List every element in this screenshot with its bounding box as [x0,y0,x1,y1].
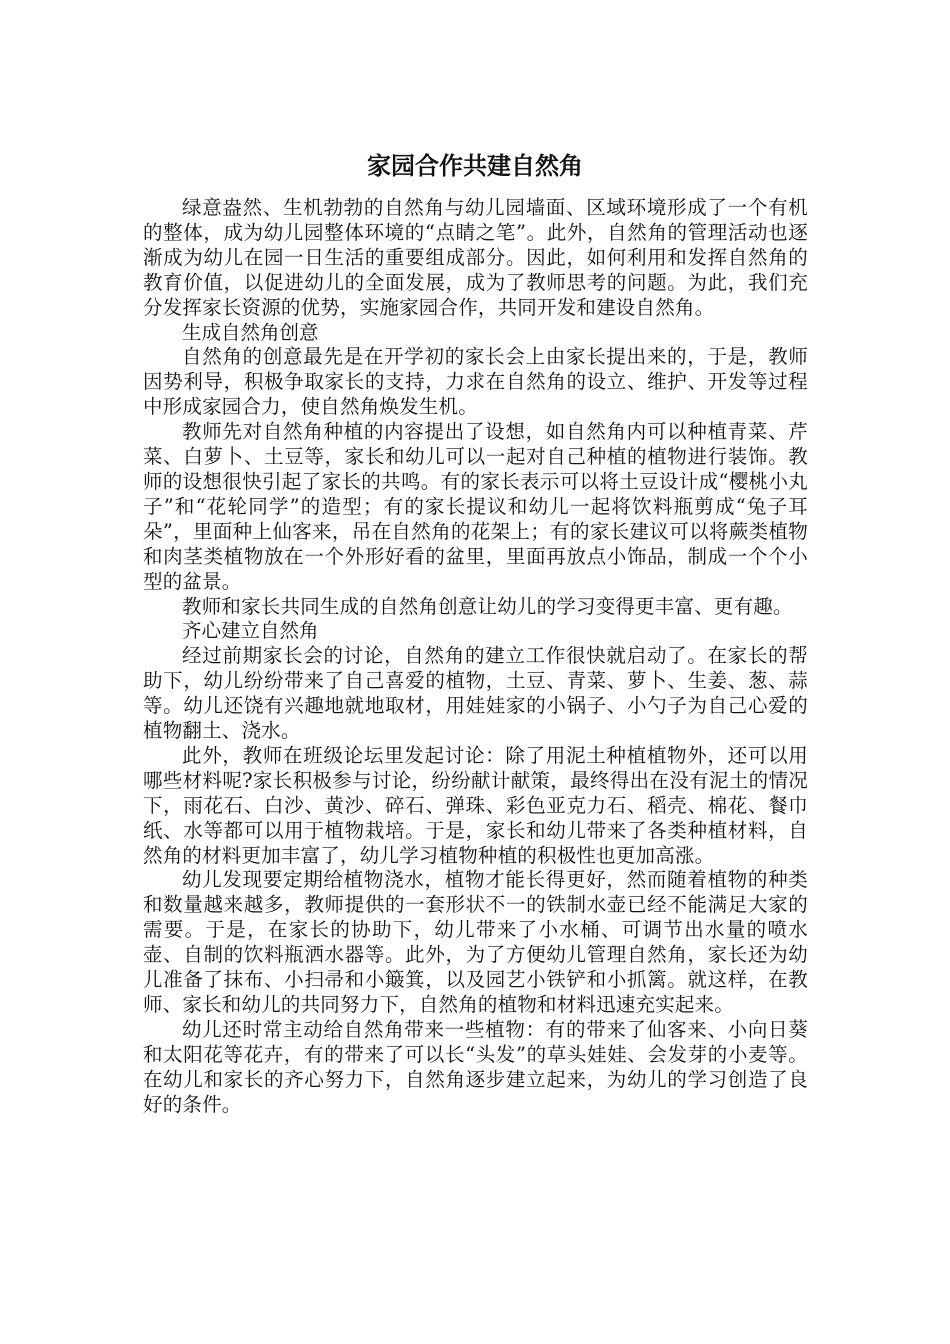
paragraph: 幼儿还时常主动给自然角带来一些植物：有的带来了仙客来、小向日葵和太阳花等花卉，有的带来了可以长“头发”的草头娃娃、会发芽的小麦等。在幼儿和家长的齐心努力下，自然角逐步建立起来，为幼儿的学习创造了良好的条件。 [143,1017,808,1116]
section-heading-build: 齐心建立自然角 [182,619,319,643]
paragraph-intro: 绿意盎然、生机勃勃的自然角与幼儿园墙面、区域环境形成了一个有机的整体，成为幼儿园整体环境的“点睛之笔”。此外，自然角的管理活动也逐渐成为幼儿在园一日生活的重要组成部分。因此，如何利用和发挥自然角的教育价值，以促进幼儿的全面发展，成为了教师思考的问题。为此，我们充分发挥家长资源的优势，实施家园合作，共同开发和建设自然角。 [143,196,808,319]
paragraph: 此外，教师在班级论坛里发起讨论：除了用泥土种植植物外，还可以用哪些材料呢?家长积极参与讨论，纷纷献计献策，最终得出在没有泥土的情况下，雨花石、白沙、黄沙、碎石、弹珠、彩色亚克力石、稻壳、棉花、餐巾纸、水等都可以用于植物栽培。于是，家长和幼儿带来了各类种植材料，自然角的材料更加丰富了，幼儿学习植物种植的积极性也更加高涨。 [143,743,808,867]
paragraph: 教师和家长共同生成的自然角创意让幼儿的学习变得更丰富、更有趣。 [182,594,793,618]
document-title: 家园合作共建自然角 [367,152,583,181]
paragraph: 经过前期家长会的讨论，自然角的建立工作很快就启动了。在家长的帮助下，幼儿纷纷带来了自己喜爱的植物，土豆、青菜、萝卜、生姜、葱、蒜等。幼儿还饶有兴趣地就地取材，用娃娃家的小锅子、小勺子为自己心爱的植物翻土、浇水。 [143,644,808,743]
paragraph: 自然角的创意最先是在开学初的家长会上由家长提出来的，于是，教师因势利导，积极争取家长的支持，力求在自然角的设立、维护、开发等过程中形成家园合力，使自然角焕发生机。 [143,345,808,419]
section-heading-create: 生成自然角创意 [182,320,319,344]
paragraph: 幼儿发现要定期给植物浇水，植物才能长得更好，然而随着植物的种类和数量越来越多，教师提供的一套形状不一的铁制水壶已经不能满足大家的需要。于是，在家长的协助下，幼儿带来了小水桶、可调节出水量的喷水壶、自制的饮料瓶洒水器等。此外，为了方便幼儿管理自然角，家长还为幼儿准备了抹布、小扫帚和小簸箕，以及园艺小铁铲和小抓篱。就这样，在教师、家长和幼儿的共同努力下，自然角的植物和材料迅速充实起来。 [143,868,808,1016]
paragraph: 教师先对自然角种植的内容提出了设想，如自然角内可以种植青菜、芹菜、白萝卜、土豆等，家长和幼儿可以一起对自己种植的植物进行装饰。教师的设想很快引起了家长的共鸣。有的家长表示可以将土豆设计成“樱桃小丸子”和“花轮同学”的造型；有的家长提议和幼儿一起将饮料瓶剪成“兔子耳朵”，里面种上仙客来，吊在自然角的花架上；有的家长建议可以将蕨类植物和肉茎类植物放在一个外形好看的盆里，里面再放点小饰品，制成一个个小型的盆景。 [143,420,808,593]
document-body [143,196,808,1118]
